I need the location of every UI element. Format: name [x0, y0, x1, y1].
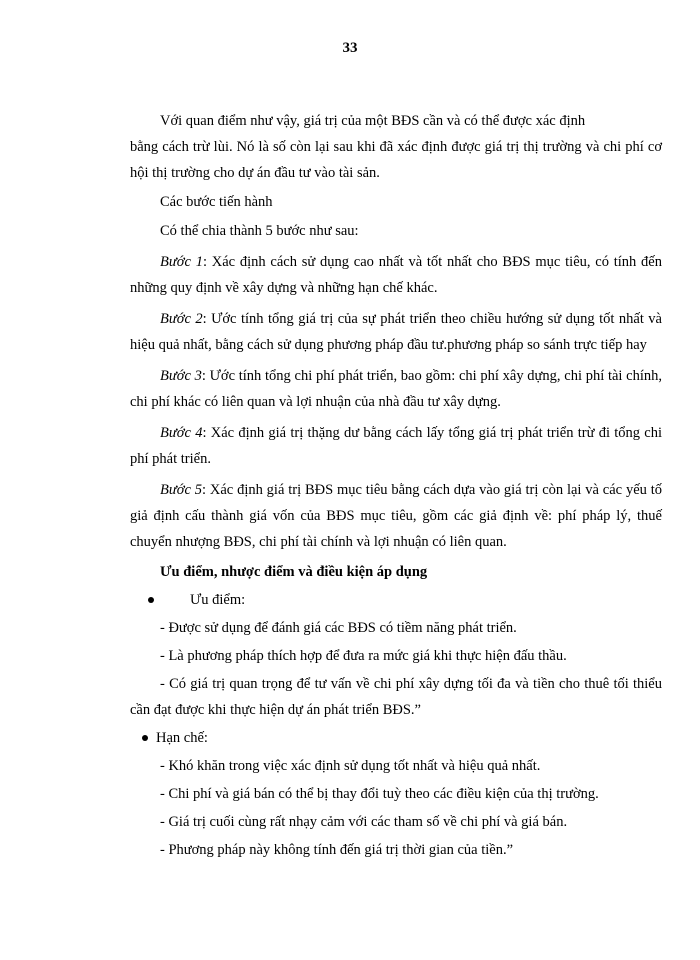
step-5-text: : Xác định giá trị BĐS mục tiêu bằng cách dựa vào giá trị còn lại và các yếu tố giả định cấu thành giá vốn của BĐS mục tiêu, gồm các giả định về: phí pháp lý, thuế chuyển nhượng BĐS, chi phí tài chính và lợi nhuận có liên quan. [130, 482, 662, 550]
step-4-text: : Xác định giá trị thặng dư bằng cách lấy tổng giá trị phát triển trừ đi tổng chi phí phát triển. [130, 425, 662, 467]
step-1 [130, 249, 662, 301]
disadvantage-item: - Khó khăn trong việc xác định sử dụng tốt nhất và hiệu quả nhất. [160, 758, 541, 774]
advantage-item: - Có giá trị quan trọng để tư vấn về chi phí xây dựng tối đa và tiền cho thuê tối thiểu cần đạt được khi thực hiện dự án phát triển BĐS.” [130, 676, 662, 718]
disadvantages-bullet [130, 725, 662, 751]
advantage-item: - Là phương pháp thích hợp để đưa ra mức giá khi thực hiện đấu thầu. [160, 648, 567, 664]
advantages-title: Ưu điểm: [190, 592, 246, 608]
intro-paragraph [130, 108, 662, 186]
step-1-text: : Xác định cách sử dụng cao nhất và tốt nhất cho BĐS mục tiêu, có tính đến những quy định về xây dựng và những hạn chế khác. [130, 254, 662, 296]
step-3-label: Bước 3 [160, 368, 202, 384]
intro-line-1: Với quan điểm như vậy, giá trị của một BĐS cần và có thể được xác định [160, 113, 586, 129]
bullet-icon [148, 597, 154, 603]
step-2-label: Bước 2 [160, 311, 203, 327]
steps-intro: Có thể chia thành 5 bước như sau: [160, 223, 359, 239]
document-body [130, 108, 662, 863]
step-5 [130, 477, 662, 555]
step-4-label: Bước 4 [160, 425, 203, 441]
step-4 [130, 420, 662, 472]
step-5-label: Bước 5 [160, 482, 203, 498]
disadvantage-item: - Phương pháp này không tính đến giá trị thời gian của tiền.” [160, 842, 513, 858]
advantages-bullet [130, 587, 662, 613]
step-3 [130, 363, 662, 415]
disadvantage-item: - Giá trị cuối cùng rất nhạy cảm với các tham số về chi phí và giá bán. [160, 814, 568, 830]
page-number: 33 [342, 40, 358, 56]
steps-title: Các bước tiến hành [160, 194, 273, 210]
step-1-label: Bước 1 [160, 254, 203, 270]
disadvantages-title: Hạn chế: [156, 730, 208, 746]
advantage-item: - Được sử dụng để đánh giá các BĐS có tiềm năng phát triển. [160, 620, 517, 636]
intro-line-rest: bằng cách trừ lùi. Nó là số còn lại sau khi đã xác định được giá trị thị trường và chi phí cơ hội thị trường cho dự án đầu tư vào tài sản. [130, 139, 662, 181]
bullet-icon [142, 735, 148, 741]
section-heading: Ưu điểm, nhược điểm và điều kiện áp dụng [160, 564, 428, 580]
step-2-text: : Ước tính tổng giá trị của sự phát triển theo chiều hướng sử dụng tốt nhất và hiệu quả nhất, bằng cách sử dụng phương pháp đầu tư.phương pháp so sánh trực tiếp hay [130, 311, 662, 353]
step-3-text: : Ước tính tổng chi phí phát triển, bao gồm: chi phí xây dựng, chi phí tài chính, chi phí khác có liên quan và lợi nhuận của nhà đầu tư xây dựng. [130, 368, 662, 410]
step-2 [130, 306, 662, 358]
disadvantage-item: - Chi phí và giá bán có thể bị thay đổi tuỳ theo các điều kiện của thị trường. [160, 786, 599, 802]
